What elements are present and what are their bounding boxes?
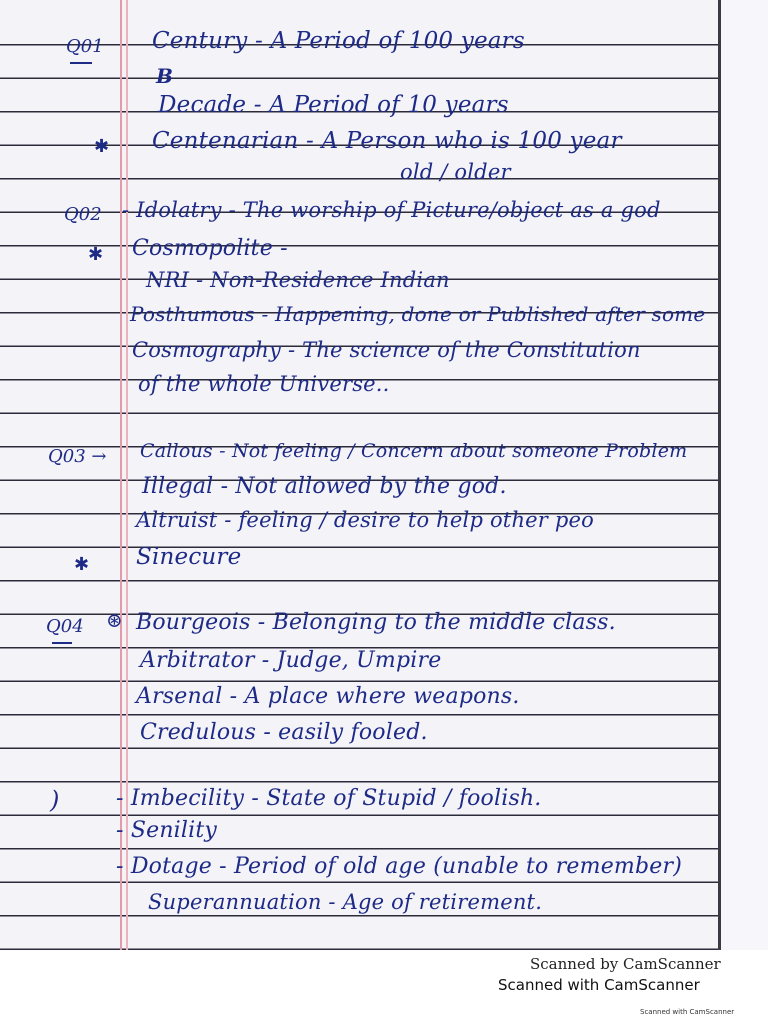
note-line: Altruist - feeling / desire to help other peo (136, 508, 595, 532)
star-icon: ✱ (94, 136, 110, 157)
scanner-watermark-secondary: Scanned with CamScanner (498, 976, 700, 994)
question-label-q02: Q02 (64, 204, 102, 225)
note-line: Callous - Not feeling / Concern about someone Problem (140, 440, 688, 462)
note-line: Superannuation - Age of retirement. (148, 890, 543, 914)
note-line: - Imbecility - State of Stupid / foolish. (116, 786, 542, 811)
note-line: of the whole Universe.. (138, 372, 390, 396)
question-label-q04: Q04 (46, 616, 84, 637)
section-bracket: ) (50, 786, 60, 814)
scanner-watermark-primary: Scanned by CamScanner (530, 955, 721, 973)
note-line: Cosmography - The science of the Constitution (132, 338, 641, 362)
note-line: Century - A Period of 100 years (152, 28, 525, 54)
note-line: NRI - Non-Residence Indian (146, 268, 450, 292)
note-line: Arsenal - A place where weapons. (136, 684, 520, 709)
note-line: Illegal - Not allowed by the god. (142, 474, 507, 499)
note-line: - Idolatry - The worship of Picture/object as a god (122, 198, 661, 222)
note-line: Sinecure (136, 544, 242, 570)
note-line: Decade - A Period of 10 years (158, 92, 509, 118)
question-label-q01: Q01 (66, 36, 104, 57)
underline-mark (52, 642, 72, 644)
scanner-watermark-tiny: Scanned with CamScanner (640, 1008, 735, 1016)
note-line: Cosmopolite - (132, 236, 288, 261)
note-line: Posthumous - Happening, done or Published after some (130, 302, 706, 326)
note-line: Credulous - easily fooled. (140, 720, 428, 745)
star-icon: ✱ (88, 244, 104, 265)
question-label-q03: Q03 → (48, 446, 107, 467)
paper-edge (718, 0, 721, 950)
star-icon: ✱ (74, 554, 90, 575)
note-line: - Dotage - Period of old age (unable to remember) (116, 854, 682, 879)
note-line: old / older (400, 160, 511, 184)
underline-mark (70, 62, 92, 64)
b-mark: B (156, 64, 174, 88)
note-line: Centenarian - A Person who is 100 year (152, 128, 622, 154)
note-line: Arbitrator - Judge, Umpire (140, 648, 442, 673)
note-line: - Senility (116, 818, 218, 843)
note-line: Bourgeois - Belonging to the middle class. (136, 610, 616, 635)
circled-star-icon: ⊛ (106, 608, 123, 632)
